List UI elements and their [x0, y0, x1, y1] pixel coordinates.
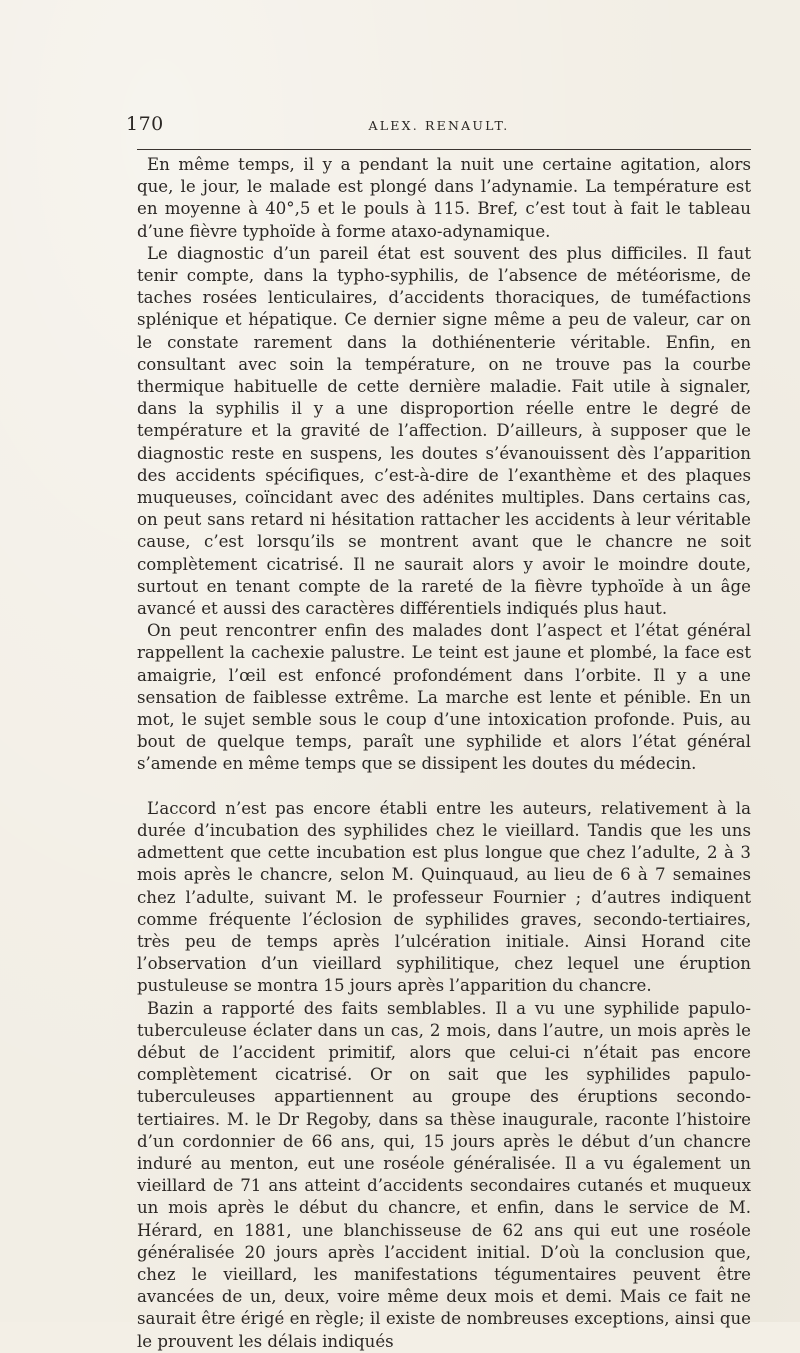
- running-head: [126, 113, 752, 137]
- paragraph: Bazin a rapporté des faits semblables. Il a vu une syphilide papulo-tuberculeuse éclater dans un cas, 2 mois, dans l’autre, un mois après le début de l’accident primitif, alors que celui-ci n’était pas encore complètement cicatrisé. Or on sait que les syphilides papulo-tuberculeuses appartiennent au groupe des éruptions secondo-tertiaires. M. le Dr Regoby, dans sa thèse inaugurale, raconte l’histoire d’un cordonnier de 66 ans, qui, 15 jours après le début d’un chancre induré au menton, eut une roséole généralisée. Il a vu également un vieillard de 71 ans atteint d’accidents secondaires cutanés et muqueux un mois après le début du chancre, et enfin, dans le service de M. Hérard, en 1881, une blanchisseuse de 62 ans qui eut une roséole généralisée 20 jours après l’accident initial. D’où la conclusion que, chez le vieillard, les manifestations tégumentaires peuvent être avancées de un, deux, voire même deux mois et demi. Mais ce fait ne saurait être érigé en règle; il existe de nombreuses exceptions, ainsi que le prouvent les délais indiqués: [137, 998, 751, 1351]
- paragraph: On peut rencontrer enfin des malades dont l’aspect et l’état général rappellent la cachexie palustre. Le teint est jaune et plombé, la face est amaigrie, l’œil est enfoncé profondément dans l’orbite. Il y a une sensation de faiblesse extrême. La marche est lente et pénible. En un mot, le sujet semble sous le coup d’une intoxication profonde. Puis, au bout de quelque temps, paraît une syphilide et alors l’état général s’amende en même temps que se dissipent les doutes du médecin.: [137, 621, 751, 774]
- paragraph: Le diagnostic d’un pareil état est souvent des plus difficiles. Il faut tenir compte, dans la typho-syphilis, de l’absence de météorisme, de taches rosées lenticulaires, d’accidents thoraciques, de tuméfactions splénique et hépatique. Ce dernier signe même a peu de valeur, car on le constate rarement dans la dothiénenterie véritable. Enfin, en consultant avec soin la température, on ne trouve pas la courbe thermique habituelle de cette dernière maladie. Fait utile à signaler, dans la syphilis il y a une disproportion réelle entre le degré de température et la gravité de l’affection. D’ailleurs, à supposer que le diagnostic reste en suspens, les doutes s’évanouissent dès l’apparition des accidents spécifiques, c’est-à-dire de l’exanthème et des plaques muqueuses, coïncidant avec des adénites multiples. Dans certains cas, on peut sans retard ni hésitation rattacher les accidents à leur véritable cause, c’est lorsqu’ils se montrent avant que le chancre ne soit complètement cicatrisé. Il ne saurait alors y avoir le moindre doute, surtout en tenant compte de la rareté de la fièvre typhoïde à un âge avancé et aussi des caractères différentiels indiqués plus haut.: [137, 243, 751, 619]
- running-title: ALEX. RENAULT.: [368, 118, 510, 133]
- header-rule: [137, 149, 751, 150]
- paragraph: L’accord n’est pas encore établi entre les auteurs, relativement à la durée d’incubation des syphilides chez le vieillard. Tandis que les uns admettent que cette incubation est plus longue que chez l’adulte, 2 à 3 mois après le chancre, selon M. Quinquaud, au lieu de 6 à 7 semaines chez l’adulte, suivant M. le professeur Fournier ; d’autres indiquent comme fréquente l’éclosion de syphilides graves, secondo-tertiaires, très peu de temps après l’ulcération initiale. Ainsi Horand cite l’observation d’un vieillard syphilitique, chez lequel une éruption pustuleuse se montra 15 jours après l’apparition du chancre.: [137, 798, 751, 996]
- paragraph: En même temps, il y a pendant la nuit une certaine agitation, alors que, le jour, le malade est plongé dans l’adynamie. La température est en moyenne à 40°,5 et le pouls à 115. Bref, c’est tout à fait le tableau d’une fièvre typhoïde à forme ataxo-adynamique.: [137, 155, 751, 241]
- page-number: 170: [126, 113, 164, 135]
- body-text: [137, 154, 751, 1353]
